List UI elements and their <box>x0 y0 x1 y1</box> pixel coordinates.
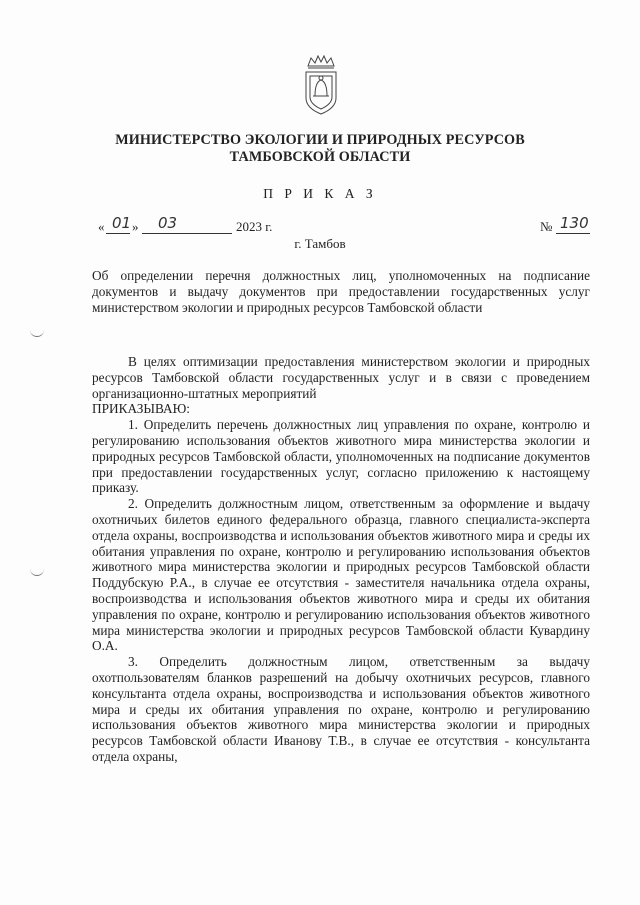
coat-of-arms-icon <box>302 52 340 116</box>
number-handwritten: 130 <box>560 214 589 232</box>
quote-open: « <box>98 219 105 234</box>
number-label: № <box>540 219 553 234</box>
order-title: П Р И К А З <box>263 186 377 201</box>
preamble: В целях оптимизации предоставления министерством экологии и природных ресурсов Тамбовской области государственных услуг и в связи с проведением организационно-штатных мероприятий <box>92 354 590 401</box>
ministry-line-2: ТАМБОВСКОЙ ОБЛАСТИ <box>229 149 411 165</box>
order-body <box>92 354 590 765</box>
item-1: 1. Определить перечень должностных лиц управления по охране, контролю и регулированию использования объектов животного мира министерства экологии и природных ресурсов Тамбовской области, уполномоченных на подписание документов при предоставлении государственных услуг, согласно приложению к настоящему приказу. <box>92 417 590 496</box>
number-underline <box>556 233 590 234</box>
city-name: г. Тамбов <box>294 236 346 251</box>
order-subject: Об определении перечня должностных лиц, уполномоченных на подписание документов и выдачу документов при предоставлении государственных услуг министерством экологии и природных ресурсов Тамбовской области <box>92 268 590 315</box>
day-underline <box>106 233 130 234</box>
item-3: 3. Определить должностным лицом, ответственным за выдачу охотпользователям бланков разрешений на добычу охотничьих ресурсов, главного консультанта отдела охраны, воспроизводства и использования объектов животного мира и среды их обитания управления по охране, контролю и регулированию использования объектов животного мира министерства экологии и природных ресурсов Тамбовской области Иванову Т.В., в случае ее отсутствия - консультанта отдела охраны, <box>92 654 590 764</box>
order-word: ПРИКАЗЫВАЮ: <box>92 401 190 417</box>
day-handwritten: 01 <box>112 214 132 232</box>
month-underline <box>142 233 232 234</box>
ministry-line-1: МИНИСТЕРСТВО ЭКОЛОГИИ И ПРИРОДНЫХ РЕСУРСОВ <box>115 132 525 148</box>
item-2: 2. Определить должностным лицом, ответственным за оформление и выдачу охотничьих билетов единого федерального образца, главного специалиста-эксперта отдела охраны, воспроизводства и использования объектов животного мира и среды их обитания управления по охране, контролю и регулированию использования объектов животного мира министерства экологии и природных ресурсов Тамбовской области Поддубскую Р.А., в случае ее отсутствия - заместителя начальника отдела охраны, воспроизводства и использования объектов животного мира и среды их обитания управления по охране, контролю и регулированию использования объектов животного мира министерства экологии и природных ресурсов Тамбовской области Кувардину О.А. <box>92 496 590 654</box>
month-handwritten: 03 <box>158 214 178 232</box>
year-text: 2023 г. <box>236 219 273 234</box>
ministry-name <box>0 132 640 166</box>
quote-close: » <box>132 219 139 234</box>
date-line <box>98 214 589 237</box>
hole-punch-mark <box>30 330 44 337</box>
hole-punch-mark <box>30 569 44 576</box>
